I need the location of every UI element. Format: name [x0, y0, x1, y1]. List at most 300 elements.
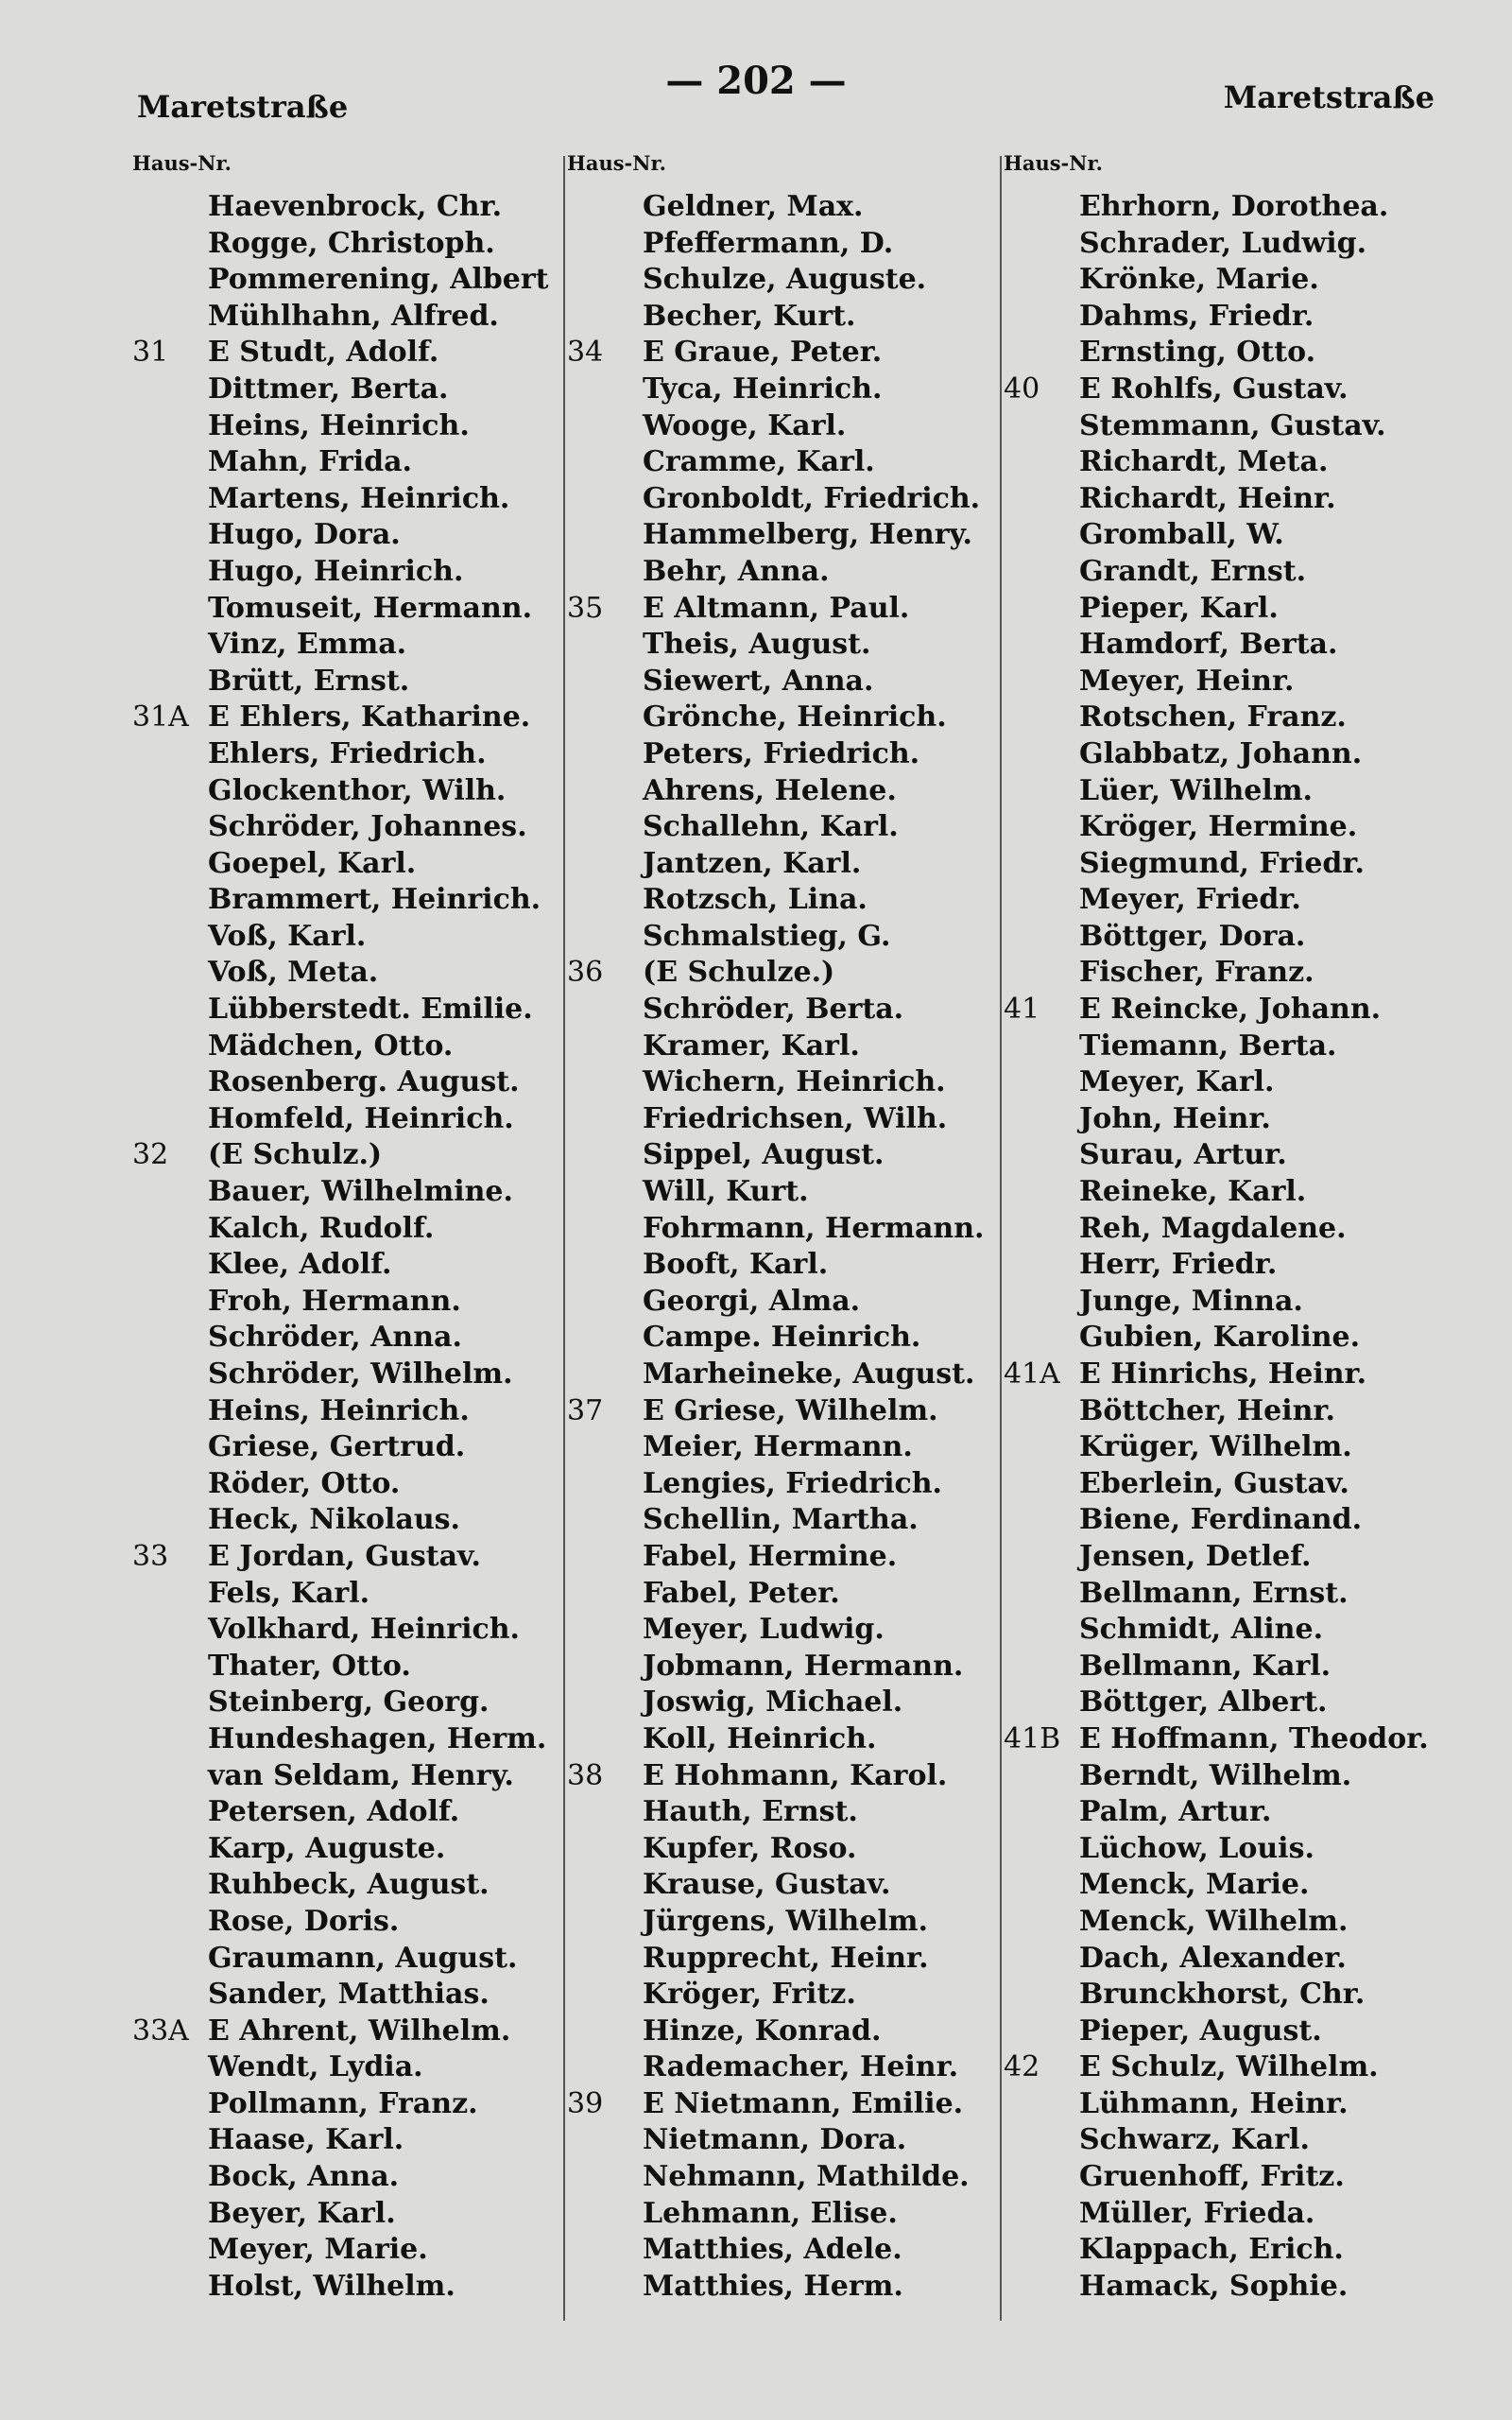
- resident-name: Jantzen, Karl.: [643, 846, 862, 880]
- resident-name: Mahn, Frida.: [208, 445, 412, 479]
- list-item: [567, 773, 1004, 810]
- resident-name: Ahrens, Helene.: [643, 773, 897, 807]
- resident-name: E Nietmann, Emilie.: [643, 2086, 964, 2120]
- resident-name: Reineke, Karl.: [1079, 1175, 1307, 1209]
- resident-name: Rupprecht, Heinr.: [643, 1941, 929, 1975]
- list-item: [567, 2049, 1004, 2086]
- resident-name: Ehlers, Friedrich.: [208, 736, 487, 770]
- resident-name: Karp, Auguste.: [208, 1831, 446, 1865]
- list-item: [1004, 2159, 1476, 2196]
- resident-name: Eberlein, Gustav.: [1079, 1466, 1349, 1500]
- resident-name: Fohrmann, Hermann.: [643, 1211, 985, 1245]
- resident-name: Müller, Frieda.: [1079, 2196, 1315, 2230]
- resident-name: Cramme, Karl.: [643, 445, 875, 479]
- list-item: [567, 189, 1004, 226]
- resident-name: Schellin, Martha.: [643, 1503, 919, 1537]
- list-item: [567, 1612, 1004, 1649]
- list-item: [567, 1174, 1004, 1211]
- list-item: [1004, 919, 1476, 956]
- list-item: [132, 1064, 567, 1101]
- list-item: [1004, 2122, 1476, 2159]
- list-item: [567, 627, 1004, 664]
- list-item: [567, 2232, 1004, 2269]
- resident-name: Stemmann, Gustav.: [1079, 408, 1386, 442]
- resident-name: Griese, Gertrud.: [208, 1430, 466, 1464]
- resident-name: E Altmann, Paul.: [643, 591, 910, 625]
- resident-name: Brütt, Ernst.: [208, 664, 410, 698]
- resident-name: Petersen, Adolf.: [208, 1795, 460, 1829]
- resident-name: Schröder, Johannes.: [208, 810, 527, 844]
- resident-name: Meyer, Friedr.: [1079, 883, 1301, 917]
- resident-name: Homfeld, Heinrich.: [208, 1101, 514, 1135]
- resident-name: Menck, Marie.: [1079, 1868, 1310, 1902]
- list-item: [132, 809, 567, 846]
- list-item: [132, 408, 567, 445]
- resident-name: Booft, Karl.: [643, 1248, 829, 1282]
- resident-name: Pollmann, Franz.: [208, 2086, 478, 2120]
- list-item: [132, 189, 567, 226]
- resident-name: Schmalstieg, G.: [643, 919, 891, 953]
- list-item: [1004, 1794, 1476, 1831]
- list-item: [567, 1539, 1004, 1576]
- list-item: [132, 554, 567, 591]
- resident-name: Krüger, Wilhelm.: [1079, 1430, 1352, 1464]
- resident-name: E Hoffmann, Theodor.: [1079, 1721, 1429, 1755]
- list-item: [1004, 262, 1476, 299]
- list-item: [132, 2086, 567, 2123]
- list-item: [567, 2122, 1004, 2159]
- resident-name: Reh, Magdalene.: [1079, 1211, 1347, 1245]
- list-item: [567, 1721, 1004, 1758]
- list-item: [1004, 1685, 1476, 1721]
- list-item: [567, 1137, 1004, 1174]
- resident-name: Hugo, Heinrich.: [208, 554, 464, 588]
- list-item: [1004, 992, 1476, 1028]
- resident-name: Böttger, Albert.: [1079, 1685, 1328, 1720]
- list-item: [567, 1247, 1004, 1284]
- resident-name: Kramer, Karl.: [643, 1028, 860, 1063]
- list-item: [567, 554, 1004, 591]
- resident-name: E Hohmann, Karol.: [643, 1758, 948, 1792]
- list-item: [1004, 1721, 1476, 1758]
- list-item: [1004, 2269, 1476, 2306]
- resident-name: Lüer, Wilhelm.: [1079, 773, 1313, 807]
- resident-name: Wichern, Heinrich.: [643, 1065, 946, 1099]
- list-item: [567, 517, 1004, 554]
- house-number: 40: [1004, 372, 1040, 406]
- resident-name: Koll, Heinrich.: [643, 1721, 877, 1755]
- list-item: [1004, 554, 1476, 591]
- list-item: [1004, 846, 1476, 883]
- resident-name: Nehmann, Mathilde.: [643, 2160, 970, 2194]
- list-item: [132, 1101, 567, 1138]
- resident-name: Grandt, Ernst.: [1079, 554, 1307, 588]
- resident-name: Biene, Ferdinand.: [1079, 1503, 1363, 1537]
- list-item: [132, 736, 567, 773]
- resident-name: Rogge, Christoph.: [208, 226, 495, 260]
- list-item: [567, 2014, 1004, 2050]
- list-item: [1004, 1539, 1476, 1576]
- list-item: [567, 226, 1004, 263]
- list-item: [132, 919, 567, 956]
- resident-name: Holst, Wilhelm.: [208, 2269, 455, 2303]
- resident-name: E Ahrent, Wilhelm.: [208, 2014, 511, 2048]
- list-item: [132, 299, 567, 336]
- resident-name: Hauth, Ernst.: [643, 1795, 858, 1829]
- resident-name: Schallehn, Karl.: [643, 810, 899, 844]
- list-item: [567, 1502, 1004, 1539]
- list-item: [132, 700, 567, 736]
- list-item: [1004, 2232, 1476, 2269]
- directory-column-2: [567, 149, 1004, 2305]
- list-item: [567, 1649, 1004, 1685]
- resident-name: Matthies, Adele.: [643, 2233, 902, 2267]
- resident-name: Meyer, Marie.: [208, 2233, 428, 2267]
- resident-name: Bellmann, Ernst.: [1079, 1576, 1349, 1610]
- list-item: [567, 1028, 1004, 1065]
- list-item: [1004, 2049, 1476, 2086]
- resident-name: John, Heinr.: [1079, 1101, 1271, 1135]
- list-item: [132, 1466, 567, 1503]
- house-number: 33A: [132, 2014, 189, 2048]
- list-item: [567, 664, 1004, 700]
- list-item: [567, 955, 1004, 992]
- resident-name: E Ehlers, Katharine.: [208, 700, 531, 735]
- list-item: [567, 408, 1004, 445]
- list-item: [132, 335, 567, 372]
- list-item: [567, 919, 1004, 956]
- list-item: [1004, 1867, 1476, 1904]
- list-item: [132, 1685, 567, 1721]
- resident-name: Tomuseit, Hermann.: [208, 591, 533, 625]
- resident-name: Marheineke, August.: [643, 1357, 975, 1391]
- resident-name: Will, Kurt.: [643, 1175, 809, 1209]
- list-item: [132, 1247, 567, 1284]
- house-number: 34: [567, 336, 604, 370]
- list-item: [132, 2196, 567, 2233]
- resident-name: Heins, Heinrich.: [208, 1393, 470, 1427]
- list-item: [132, 1794, 567, 1831]
- resident-name: Surau, Artur.: [1079, 1138, 1287, 1172]
- resident-name: Wooge, Karl.: [643, 408, 847, 442]
- resident-name: Meyer, Ludwig.: [643, 1613, 885, 1647]
- list-item: [567, 591, 1004, 628]
- resident-name: Lüchow, Louis.: [1079, 1831, 1314, 1865]
- resident-name: Schröder, Anna.: [208, 1321, 462, 1355]
- list-item: [1004, 1758, 1476, 1795]
- house-number: 35: [567, 591, 604, 625]
- resident-name: Klee, Adolf.: [208, 1248, 392, 1282]
- list-item: [132, 1649, 567, 1685]
- list-item: [1004, 700, 1476, 736]
- resident-name: Gromball, W.: [1079, 518, 1284, 552]
- house-number: 33: [132, 1539, 169, 1573]
- list-item: [1004, 882, 1476, 919]
- list-item: [1004, 444, 1476, 481]
- resident-name: Bellmann, Karl.: [1079, 1649, 1332, 1683]
- list-item: [132, 1977, 567, 2014]
- list-item: [132, 1539, 567, 1576]
- list-item: [132, 2049, 567, 2086]
- directory-column-3: [1004, 149, 1476, 2305]
- resident-name: E Jordan, Gustav.: [208, 1539, 481, 1573]
- list-item: [1004, 226, 1476, 263]
- list-item: [132, 2014, 567, 2050]
- list-item: [132, 627, 567, 664]
- resident-name: Graumann, August.: [208, 1941, 518, 1975]
- list-item: [567, 992, 1004, 1028]
- list-item: [567, 1320, 1004, 1357]
- list-item: [132, 773, 567, 810]
- list-item: [1004, 664, 1476, 700]
- list-item: [1004, 1028, 1476, 1065]
- header-street-left: Maretstraße: [137, 89, 349, 125]
- list-item: [132, 2159, 567, 2196]
- resident-name: Theis, August.: [643, 628, 871, 662]
- resident-name: E Rohlfs, Gustav.: [1079, 372, 1349, 406]
- resident-name: Hamack, Sophie.: [1079, 2269, 1349, 2303]
- list-item: [1004, 1576, 1476, 1613]
- list-item: [1004, 372, 1476, 408]
- list-item: [132, 517, 567, 554]
- resident-name: Becher, Kurt.: [643, 299, 856, 333]
- list-item: [567, 1393, 1004, 1430]
- resident-name: Brunckhorst, Chr.: [1079, 1978, 1366, 2012]
- column-header: Haus-Nr.: [132, 151, 232, 175]
- header-street-right: Maretstraße: [1223, 79, 1435, 115]
- list-item: [132, 226, 567, 263]
- house-number: 41A: [1004, 1357, 1060, 1391]
- list-item: [1004, 335, 1476, 372]
- list-item: [567, 1904, 1004, 1941]
- resident-name: Gronboldt, Friedrich.: [643, 481, 981, 515]
- list-item: [132, 591, 567, 628]
- resident-name: Schrader, Ludwig.: [1079, 226, 1367, 260]
- list-item: [132, 992, 567, 1028]
- resident-name: Fischer, Franz.: [1079, 956, 1314, 990]
- resident-name: Sander, Matthias.: [208, 1978, 490, 2012]
- resident-name: Siegmund, Friedr.: [1079, 846, 1365, 880]
- list-item: [132, 2122, 567, 2159]
- list-item: [1004, 773, 1476, 810]
- resident-name: Mädchen, Otto.: [208, 1028, 454, 1063]
- resident-name: (E Schulz.): [208, 1138, 383, 1172]
- resident-name: Fels, Karl.: [208, 1576, 370, 1610]
- resident-name: Heck, Nikolaus.: [208, 1503, 460, 1537]
- resident-name: Bauer, Wilhelmine.: [208, 1175, 513, 1209]
- list-item: [1004, 2086, 1476, 2123]
- resident-name: Schmidt, Aline.: [1079, 1613, 1324, 1647]
- list-item: [132, 1211, 567, 1248]
- list-item: [132, 882, 567, 919]
- resident-name: Friedrichsen, Wilh.: [643, 1101, 948, 1135]
- resident-name: Steinberg, Georg.: [208, 1685, 490, 1720]
- list-item: [567, 1357, 1004, 1393]
- resident-name: Peters, Friedrich.: [643, 736, 920, 770]
- resident-name: E Hinrichs, Heinr.: [1079, 1357, 1367, 1391]
- resident-name: Kröger, Fritz.: [643, 1978, 856, 2012]
- resident-name: Volkhard, Heinrich.: [208, 1613, 520, 1647]
- house-number: 41: [1004, 993, 1040, 1027]
- resident-name: Ehrhorn, Dorothea.: [1079, 190, 1389, 223]
- resident-name: Haevenbrock, Chr.: [208, 190, 503, 223]
- resident-name: Jürgens, Wilhelm.: [643, 1904, 928, 1938]
- house-number: 39: [567, 2086, 604, 2120]
- list-item: [1004, 1320, 1476, 1357]
- resident-name: Matthies, Herm.: [643, 2269, 903, 2303]
- resident-name: Heins, Heinrich.: [208, 408, 470, 442]
- resident-name: Röder, Otto.: [208, 1466, 401, 1500]
- resident-name: Nietmann, Dora.: [643, 2123, 907, 2157]
- resident-name: Mühlhahn, Alfred.: [208, 299, 499, 333]
- resident-name: Glabbatz, Johann.: [1079, 736, 1363, 770]
- resident-name: Pieper, Karl.: [1079, 591, 1279, 625]
- list-item: [132, 1721, 567, 1758]
- house-number: 32: [132, 1138, 169, 1172]
- page-number: — 202 —: [665, 59, 847, 103]
- resident-name: Palm, Artur.: [1079, 1795, 1272, 1829]
- resident-name: Bock, Anna.: [208, 2160, 400, 2194]
- list-item: [1004, 408, 1476, 445]
- list-item: [567, 809, 1004, 846]
- list-item: [132, 1904, 567, 1941]
- resident-name: Siewert, Anna.: [643, 664, 874, 698]
- resident-name: Herr, Friedr.: [1079, 1248, 1278, 1282]
- resident-name: Brammert, Heinrich.: [208, 883, 541, 917]
- resident-name: Voß, Karl.: [208, 919, 367, 953]
- list-item: [1004, 1612, 1476, 1649]
- resident-name: Glockenthor, Wilh.: [208, 773, 507, 807]
- list-item: [1004, 2196, 1476, 2233]
- resident-name: Wendt, Lydia.: [208, 2050, 423, 2084]
- list-item: [567, 736, 1004, 773]
- resident-name: E Studt, Adolf.: [208, 336, 439, 370]
- list-item: [1004, 809, 1476, 846]
- list-item: [132, 1320, 567, 1357]
- resident-name: Kupfer, Roso.: [643, 1831, 857, 1865]
- resident-name: Berndt, Wilhelm.: [1079, 1758, 1352, 1792]
- resident-name: Schwarz, Karl.: [1079, 2123, 1310, 2157]
- resident-name: Böttger, Dora.: [1079, 919, 1306, 953]
- house-number: 37: [567, 1393, 604, 1427]
- resident-name: Jensen, Detlef.: [1079, 1539, 1312, 1573]
- resident-name: Junge, Minna.: [1079, 1284, 1303, 1318]
- resident-name: Meier, Hermann.: [643, 1430, 913, 1464]
- list-item: [132, 1429, 567, 1466]
- resident-name: Georgi, Alma.: [643, 1284, 861, 1318]
- resident-name: E Reincke, Johann.: [1079, 993, 1382, 1027]
- resident-name: Martens, Heinrich.: [208, 481, 510, 515]
- resident-name: Schröder, Berta.: [643, 993, 904, 1027]
- house-number: 42: [1004, 2050, 1040, 2084]
- list-item: [1004, 2014, 1476, 2050]
- resident-name: Hinze, Konrad.: [643, 2014, 882, 2048]
- list-item: [1004, 1247, 1476, 1284]
- resident-name: Jobmann, Hermann.: [643, 1649, 964, 1683]
- list-item: [1004, 189, 1476, 226]
- resident-name: Richardt, Meta.: [1079, 445, 1329, 479]
- list-item: [132, 1393, 567, 1430]
- list-item: [1004, 591, 1476, 628]
- resident-name: Kalch, Rudolf.: [208, 1211, 435, 1245]
- resident-name: Vinz, Emma.: [208, 628, 407, 662]
- list-item: [1004, 1393, 1476, 1430]
- resident-name: Joswig, Michael.: [643, 1685, 903, 1720]
- resident-name: Voß, Meta.: [208, 956, 379, 990]
- house-number: 31A: [132, 700, 189, 735]
- resident-name: (E Schulze.): [643, 956, 835, 990]
- list-item: [567, 444, 1004, 481]
- list-item: [1004, 1466, 1476, 1503]
- resident-name: Rose, Doris.: [208, 1904, 400, 1938]
- list-item: [132, 1028, 567, 1065]
- list-item: [1004, 1941, 1476, 1978]
- list-item: [567, 1977, 1004, 2014]
- house-number: 31: [132, 336, 169, 370]
- resident-name: Schulze, Auguste.: [643, 263, 927, 297]
- resident-name: Goepel, Karl.: [208, 846, 417, 880]
- list-item: [132, 1612, 567, 1649]
- list-item: [1004, 1502, 1476, 1539]
- list-item: [1004, 1064, 1476, 1101]
- resident-name: Tyca, Heinrich.: [643, 372, 883, 406]
- list-item: [567, 299, 1004, 336]
- list-item: [1004, 1357, 1476, 1393]
- resident-name: Kröger, Hermine.: [1079, 810, 1358, 844]
- column-header: Haus-Nr.: [567, 151, 666, 175]
- list-item: [1004, 1831, 1476, 1868]
- list-item: [567, 335, 1004, 372]
- resident-name: Grönche, Heinrich.: [643, 700, 947, 735]
- list-item: [1004, 1284, 1476, 1321]
- list-item: [132, 1941, 567, 1978]
- resident-name: Pfeffermann, D.: [643, 226, 894, 260]
- resident-name: Meyer, Karl.: [1079, 1065, 1275, 1099]
- list-item: [1004, 1174, 1476, 1211]
- page-header: [0, 59, 1512, 125]
- resident-name: Fabel, Peter.: [643, 1576, 840, 1610]
- list-item: [567, 1685, 1004, 1721]
- resident-name: E Schulz, Wilhelm.: [1079, 2050, 1379, 2084]
- list-item: [132, 955, 567, 992]
- resident-name: Meyer, Heinr.: [1079, 664, 1295, 698]
- list-item: [567, 1794, 1004, 1831]
- resident-name: Sippel, August.: [643, 1138, 885, 1172]
- resident-name: Gruenhoff, Fritz.: [1079, 2160, 1345, 2194]
- resident-name: Ernsting, Otto.: [1079, 336, 1316, 370]
- list-item: [567, 846, 1004, 883]
- list-item: [132, 1284, 567, 1321]
- list-item: [1004, 1904, 1476, 1941]
- resident-name: Beyer, Karl.: [208, 2196, 396, 2230]
- list-item: [567, 2196, 1004, 2233]
- list-item: [567, 262, 1004, 299]
- list-item: [132, 1576, 567, 1613]
- list-item: [132, 1174, 567, 1211]
- list-item: [132, 1137, 567, 1174]
- column-header: Haus-Nr.: [1004, 151, 1103, 175]
- list-item: [1004, 1429, 1476, 1466]
- resident-name: Froh, Hermann.: [208, 1284, 461, 1318]
- list-item: [567, 2086, 1004, 2123]
- list-item: [1004, 1211, 1476, 1248]
- resident-name: Richardt, Heinr.: [1079, 481, 1336, 515]
- resident-name: Krönke, Marie.: [1079, 263, 1319, 297]
- list-item: [567, 1429, 1004, 1466]
- list-item: [567, 1064, 1004, 1101]
- list-item: [132, 262, 567, 299]
- list-item: [1004, 627, 1476, 664]
